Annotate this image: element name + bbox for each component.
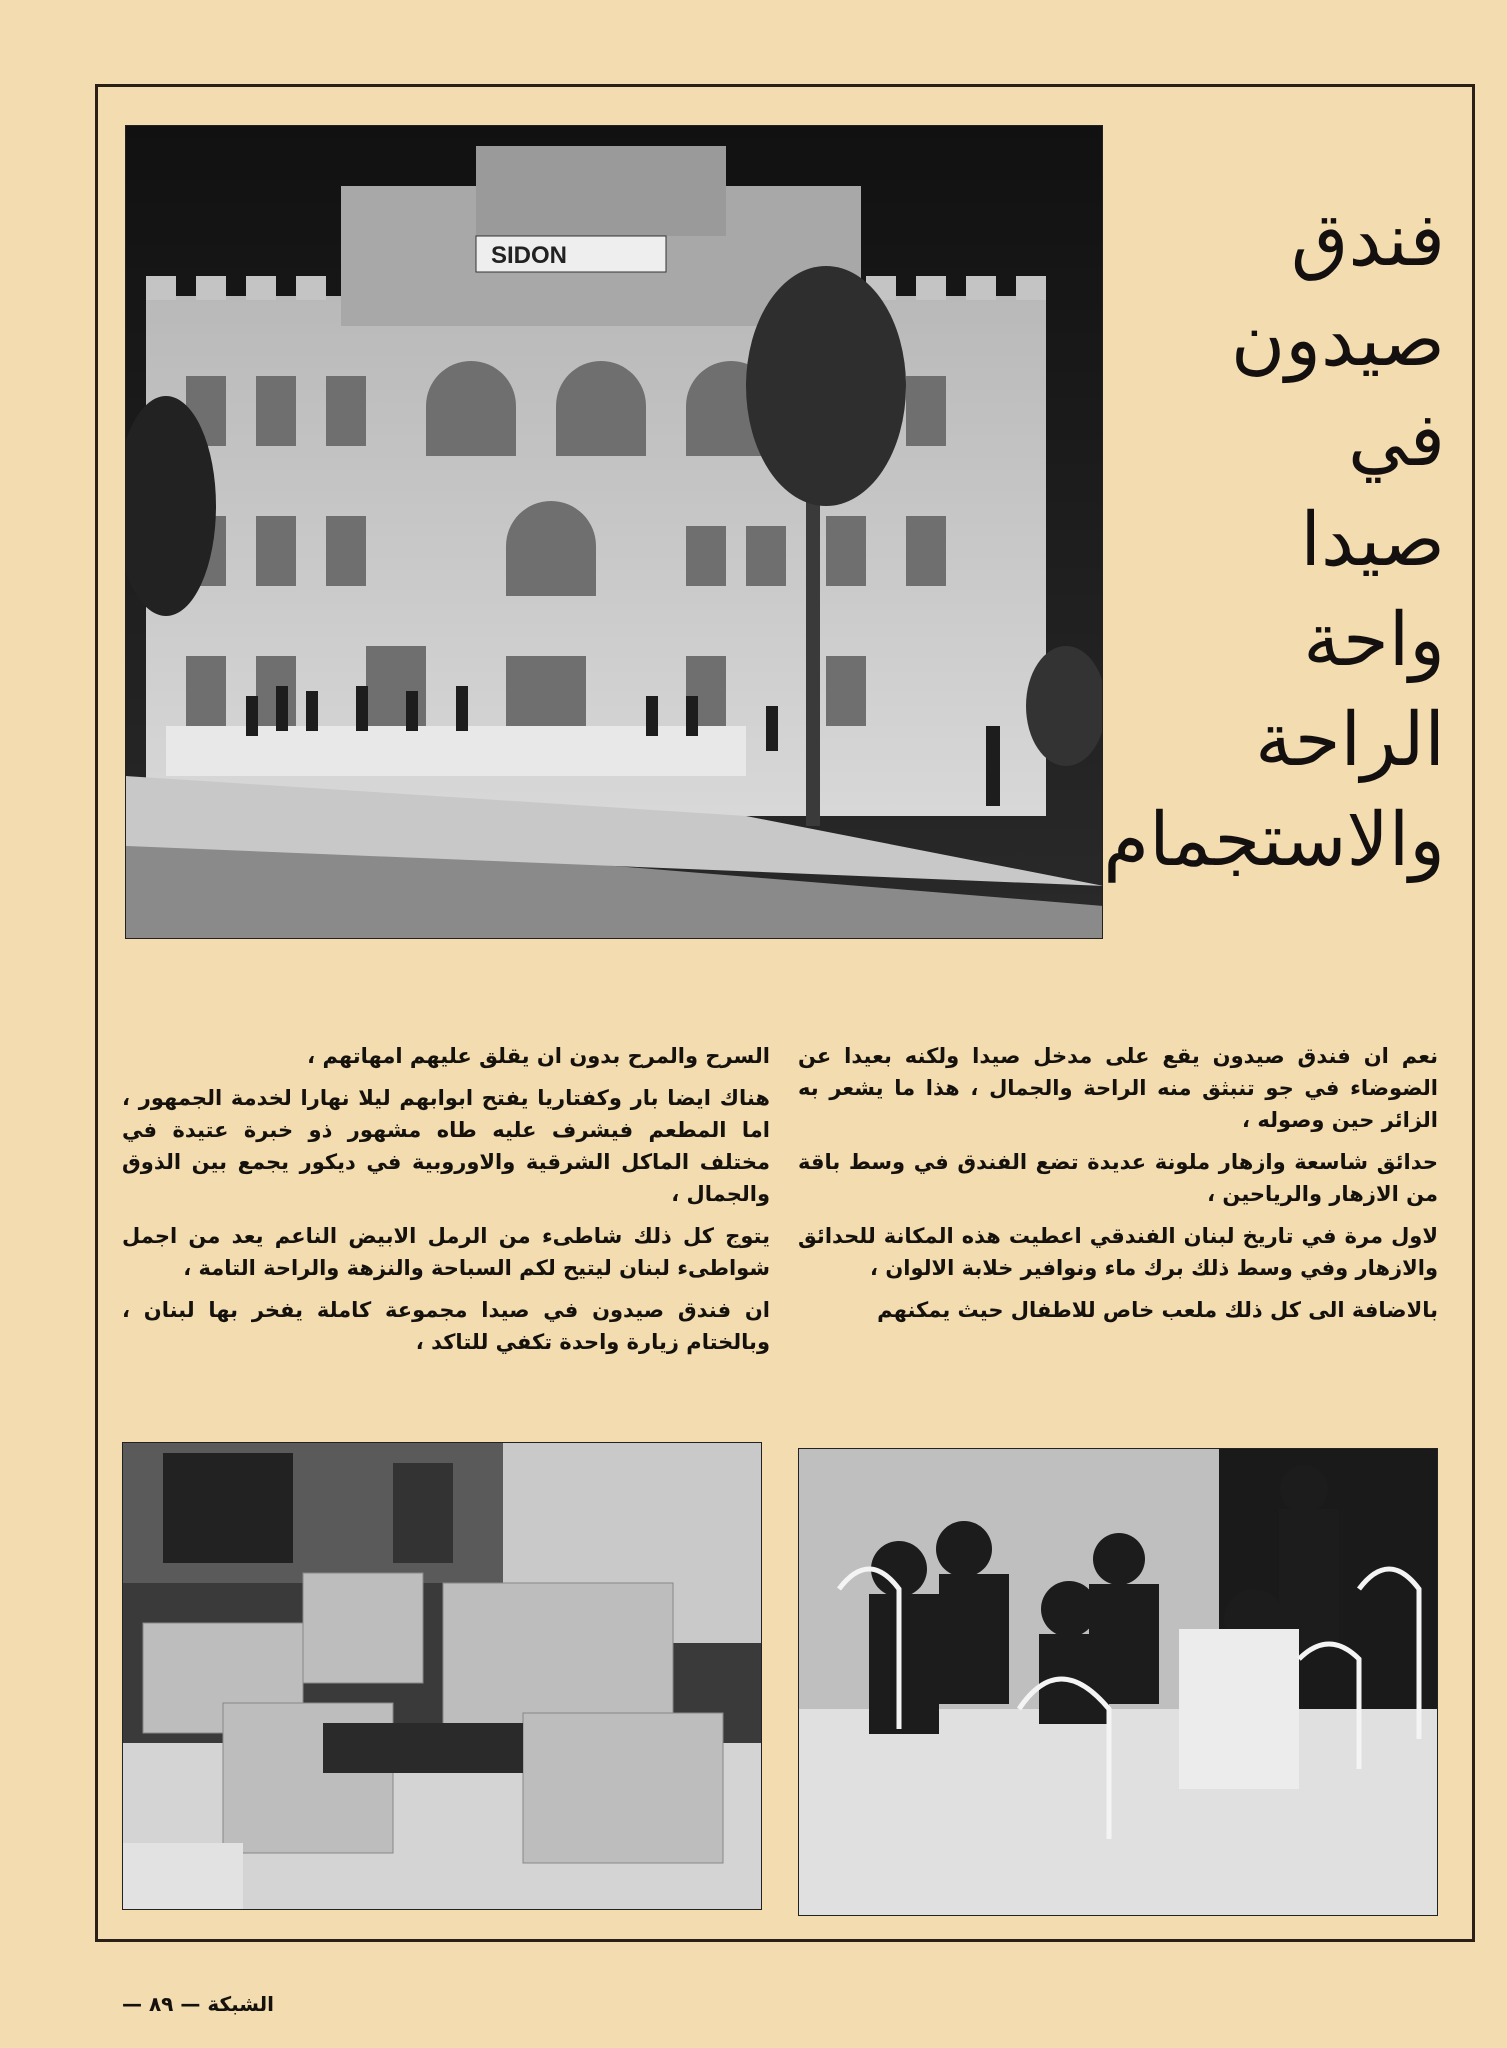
paragraph: يتوج كل ذلك شاطىء من الرمل الابيض الناعم يعد من اجمل شواطىء لبنان ليتيح لكم السباحة والنزهة والراحة التامة ، [122,1224,770,1280]
guests-illustration [799,1449,1438,1916]
headline-line: الراحة [1255,697,1445,783]
headline-line: صيدون [1230,297,1445,383]
hotel-facade-photo [125,125,1103,939]
guests-photo [798,1448,1438,1916]
headline-line: فندق [1291,197,1445,283]
headline-line: صيدا [1300,497,1445,583]
article-column-left [122,1040,770,1368]
headline-line: في [1347,397,1445,483]
paragraph: هناك ايضا بار وكفتاريا يفتح ابوابهم ليلا نهارا لخدمة الجمهور ، اما المطعم فيشرف عليه طاه مشهور ذو خبرة عتيدة في مختلف الماكل الشرقية والاوروبية في ديكور يجمع بين الذوق والجمال ، [122,1086,770,1206]
paragraph: ان فندق صيدون في صيدا مجموعة كاملة يفخر بها لبنان ، وبالختام زيارة واحدة تكفي للتاكد ، [122,1298,770,1354]
headline-line: والاستجمام [1103,797,1445,883]
paragraph: السرح والمرح بدون ان يقلق عليهم امهاتهم ، [307,1044,770,1068]
paragraph: بالاضافة الى كل ذلك ملعب خاص للاطفال حيث يمكنهم [877,1298,1438,1322]
paragraph: لاول مرة في تاريخ لبنان الفندقي اعطيت هذه المكانة للحدائق والازهار وفي وسط ذلك برك ماء ونوافير خلابة الالوان ، [798,1224,1438,1280]
lounge-illustration [123,1443,762,1910]
hotel-facade-illustration [126,126,1103,939]
paragraph: حدائق شاسعة وازهار ملونة عديدة تضع الفندق في وسط باقة من الازهار والرياحين ، [798,1150,1438,1206]
paragraph: نعم ان فندق صيدون يقع على مدخل صيدا ولكنه بعيدا عن الضوضاء في جو تنبثق منه الراحة والجمال ، هذا ما يشعر به الزائر حين وصوله ، [798,1044,1438,1132]
page-footer: الشبكة — ٨٩ — [122,1992,274,2016]
article-column-right [798,1040,1438,1336]
lounge-photo [122,1442,762,1910]
headline-line: واحة [1303,597,1445,683]
hotel-sign: SIDON [491,242,568,269]
headline [1105,190,1445,890]
